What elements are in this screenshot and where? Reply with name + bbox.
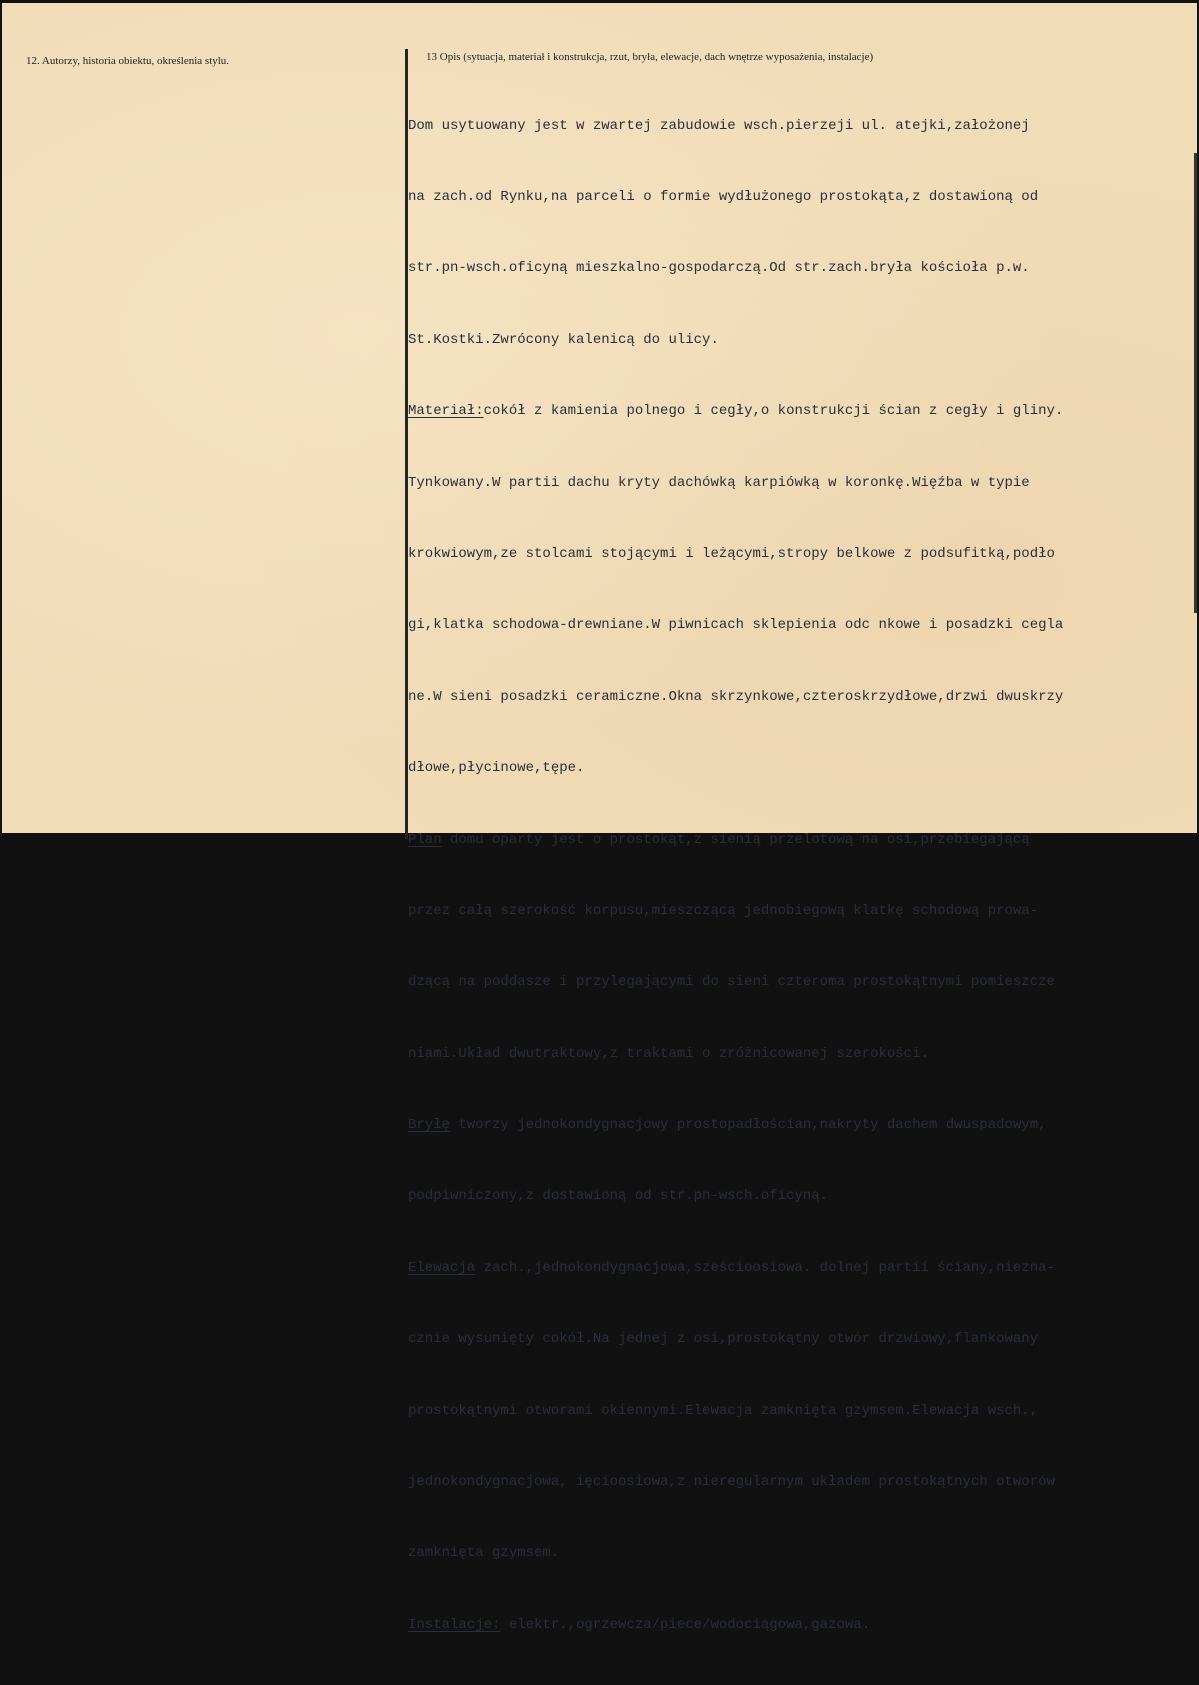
line-text: zach.,jednokondygnacjowa,sześcioosiowa. dolnej partii ściany,niezna-	[475, 1259, 1055, 1276]
line-text: niami.Układ dwutraktowy,z traktami o zróżnicowanej szerokości.	[408, 1045, 929, 1062]
line-text: Dom usytuowany jest w zwartej zabudowie wsch.pierzeji ul. atejki,założonej	[408, 117, 1030, 134]
line-text: podpiwniczony,z dostawioną od str.pn-wsch.oficyną.	[408, 1188, 829, 1205]
description-line	[408, 400, 1063, 424]
line-text: Tynkowany.W partii dachu kryty dachówką karpiówką w koronkę.Więźba w typie	[408, 474, 1030, 491]
description-line	[408, 1400, 1063, 1424]
form-sheet	[2, 3, 1197, 1633]
description-line	[408, 1542, 1063, 1566]
description-line	[408, 1043, 1063, 1067]
line-text: jednokondygnacjowa, ięcioosiowa,z nieregularnym układem prostokątnych otworów	[408, 1474, 1055, 1491]
line-text: ne.W sieni posadzki ceramiczne.Okna skrzynkowe,czteroskrzydłowe,drzwi dwuskrzy	[408, 688, 1064, 705]
line-text: St.Kostki.Zwrócony kalenicą do ulicy.	[408, 331, 719, 348]
line-text: str.pn-wsch.oficyną mieszkalno-gospodarczą.Od str.zach.bryła kościoła p.w.	[408, 260, 1030, 277]
line-text: elektr.,ogrzewcza/piece/wodociągowa,gazowa.	[500, 1616, 871, 1633]
line-text: zamknięta gzymsem.	[408, 1545, 560, 1562]
plan-label: Plan	[408, 831, 442, 848]
description-line	[408, 1471, 1063, 1495]
description-line	[408, 829, 1063, 853]
line-text: domu oparty jest o prostokąt,z sienią przelotową na osi,przebiegającą	[441, 831, 1030, 848]
section-12-heading: 12. Autorzy, historia obiektu, określenia stylu.	[26, 55, 230, 67]
description-line	[408, 757, 1063, 781]
typed-description	[408, 67, 1063, 1685]
line-text: przez całą szerokość korpusu,mieszczącą jednobiegową klatkę schodową prowa-	[408, 902, 1039, 919]
description-line	[408, 1185, 1063, 1209]
description-line	[408, 115, 1063, 139]
description-line	[408, 1614, 1063, 1638]
line-text: na zach.od Rynku,na parceli o formie wydłużonego prostokąta,z dostawioną od	[408, 188, 1039, 205]
description-line	[408, 1114, 1063, 1138]
line-text: dłowe,płycinowe,tępe.	[408, 760, 585, 777]
description-line	[408, 186, 1063, 210]
description-line	[408, 686, 1063, 710]
description-line	[408, 472, 1063, 496]
line-text: prostokątnymi otworami okiennymi.Elewacja zamknięta gzymsem.Elewacja wsch.,	[408, 1402, 1039, 1419]
line-text: cokół z kamienia polnego i cegły,o konstrukcji ścian z cegły i gliny.	[483, 403, 1064, 420]
description-line	[408, 971, 1063, 995]
right-edge-rule	[1194, 153, 1197, 613]
line-text: dzącą na poddasze i przylegającymi do sieni czteroma prostokątnymi pomieszcze	[408, 974, 1055, 991]
line-text: cznie wysunięty cokół.Na jednej z osi,prostokątny otwór drzwiowy,flankowany	[408, 1331, 1039, 1348]
description-line	[408, 900, 1063, 924]
description-line	[408, 329, 1063, 353]
description-line	[408, 614, 1063, 638]
line-text: gi,klatka schodowa-drewniane.W piwnicach sklepienia odc nkowe i posadzki cegla	[408, 617, 1064, 634]
section-13-heading: 13 Opis (sytuacja, materiał i konstrukcja, rzut, bryła, elewacje, dach wnętrze wyposażenia, instalacje)	[426, 51, 874, 63]
description-line	[408, 257, 1063, 281]
description-line	[408, 543, 1063, 567]
material-label: Materiał:	[408, 403, 484, 420]
line-text: krokwiowym,ze stolcami stojącymi i leżącymi,stropy belkowe z podsufitką,podło	[408, 545, 1055, 562]
description-line	[408, 1328, 1063, 1352]
instalacje-label: Instalacje:	[408, 1616, 501, 1633]
bryla-label: Bryłę	[408, 1117, 451, 1134]
description-line	[408, 1257, 1063, 1281]
line-text: tworzy jednokondygnacjowy prostopadłościan,nakryty dachem dwuspadowym,	[450, 1117, 1047, 1134]
elewacja-label: Elewacja	[408, 1259, 476, 1276]
